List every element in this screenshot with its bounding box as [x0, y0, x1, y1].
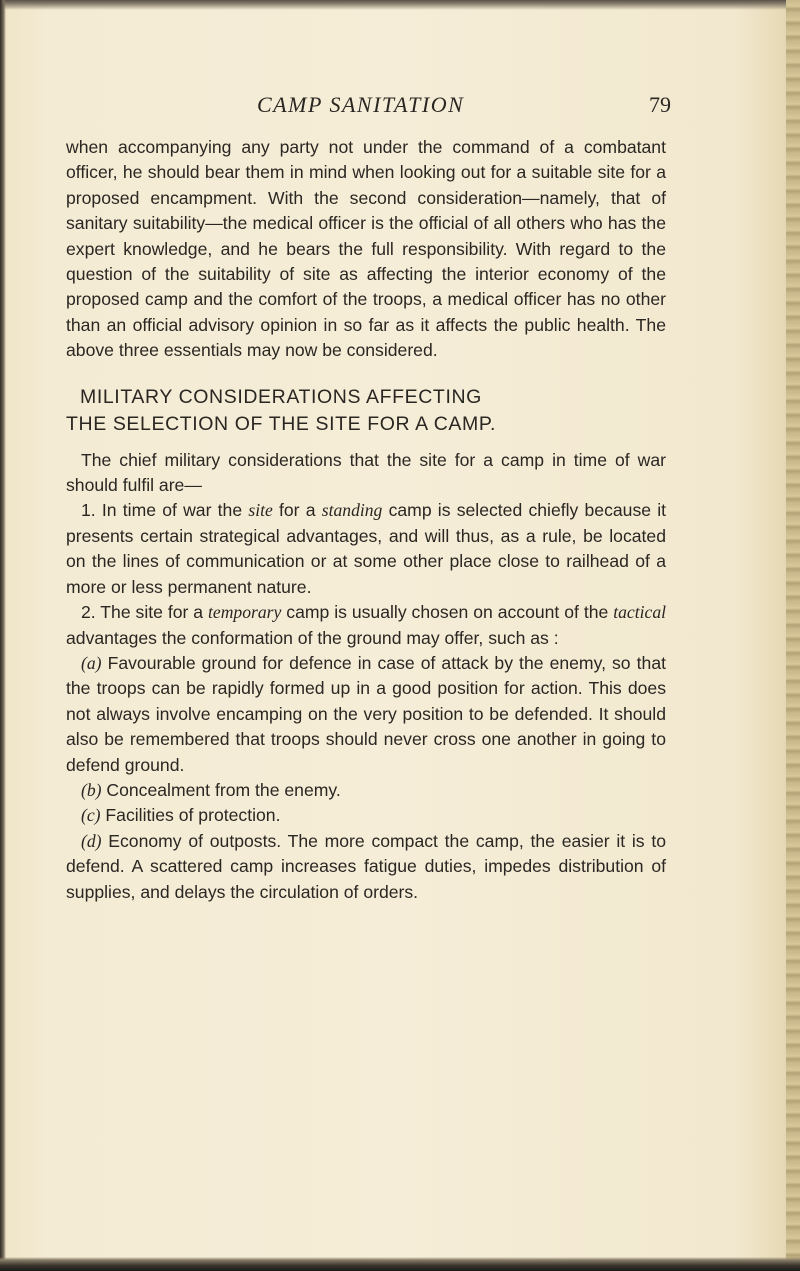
temporary-emphasis: temporary: [208, 602, 282, 623]
sub-item-c-label: (c): [81, 805, 101, 826]
sub-item-b-label: (b): [81, 779, 102, 800]
page-top-shadow: [0, 0, 800, 10]
list-item-1: [66, 498, 666, 600]
sub-item-d-text: Economy of outposts. The more compact the camp, the easier it is to defend. A scattered camp increases fatigue duties, impedes distribution of supplies, and delays the circulation of orders.: [66, 830, 667, 902]
list-item-2-number: 2.: [81, 602, 96, 623]
sub-item-d-label: (d): [81, 830, 102, 851]
list-item-2-text-a: The site for a: [100, 602, 204, 623]
sub-item-a: [66, 651, 666, 778]
section-heading-line-1: MILITARY CONSIDERATIONS AFFECTING: [80, 385, 482, 408]
sub-item-c-text: Facilities of protection.: [105, 805, 281, 826]
page-header: [0, 92, 800, 128]
sub-item-a-label: (a): [81, 652, 102, 673]
list-item-2-text-b: camp is usually chosen on account of the: [286, 602, 609, 623]
page-fore-edge: [786, 0, 800, 1271]
list-item-1-text-b: for a: [279, 500, 316, 521]
running-head: CAMP SANITATION: [257, 92, 465, 117]
body-text: [66, 135, 666, 905]
tactical-emphasis: tactical: [613, 602, 667, 623]
lead-paragraph: The chief military considerations that the site for a camp in time of war should fulfil are—: [66, 449, 666, 496]
page-bottom-edge: [0, 1257, 800, 1271]
intro-paragraph: when accompanying any party not under the command of a combatant officer, he should bear them in mind when looking out for a suitable site for a proposed encampment. With the second consideration—namely, that of sanitary suitability—the medical officer is the official of all others who has the expert knowledge, and he bears the full responsibility. With regard to the question of the suitability of site as affecting the interior economy of the proposed camp and the comfort of the troops, a medical officer has no other than an official advisory opinion in so far as it affects the public health. The above three essentials may now be considered.: [66, 137, 666, 361]
sub-item-a-text: Favourable ground for defence in case of attack by the enemy, so that the troops can be rapidly formed up in a good position for action. This does not always involve encamping on the very position to be defended. It should also be remembered that troops should never cross one another in going to defend ground.: [66, 652, 666, 775]
list-item-1-number: 1.: [81, 500, 96, 521]
sub-item-d: [66, 829, 666, 905]
list-item-1-text-c: camp is selected chiefly because it presents certain strategical advantages, and will thus, as a rule, be located on the lines of communication or at some other place close to railhead of a more or less permanent nature.: [66, 500, 667, 597]
page-gutter-edge: [0, 0, 6, 1271]
sub-item-b-text: Concealment from the enemy.: [106, 779, 341, 800]
list-item-1-text-a: In time of war the: [101, 500, 243, 521]
site-emphasis: site: [248, 500, 273, 521]
section-heading: [66, 384, 666, 438]
section-heading-line-2: THE SELECTION OF THE SITE FOR A CAMP.: [66, 412, 496, 435]
sub-item-b: [66, 778, 666, 803]
page-number: 79: [649, 92, 671, 117]
list-item-2-text-c: advantages the conformation of the ground may offer, such as :: [66, 627, 559, 648]
list-item-2: [66, 600, 666, 651]
standing-emphasis: standing: [321, 500, 383, 521]
sub-item-c: [66, 803, 666, 828]
